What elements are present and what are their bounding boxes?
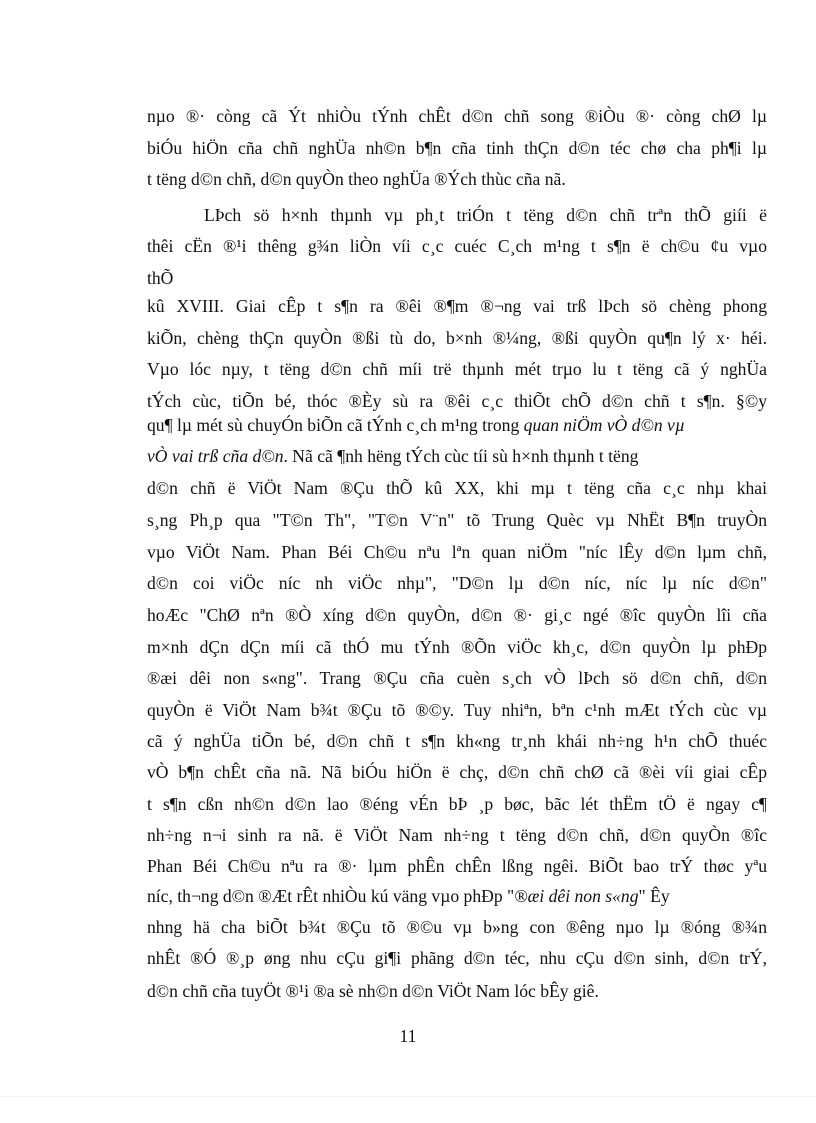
emphasis-text: ®æi dêi non s«ng [514, 886, 639, 906]
paragraph-line: Vµo lóc nµy, t tëng d©n chñ míi trë thµnh mét trµo lu t tëng cã ý nghÜa [147, 359, 767, 379]
paragraph-line: quyÒn ë ViÖt Nam b¾t ®Çu tõ ®©y. Tuy nhiªn, bªn c¹nh mÆt tÝch cùc vµ [147, 700, 767, 720]
paragraph-line: s¸ng Ph¸p qua "T©n Th", "T©n V¨n" tõ Trung Quèc vµ NhËt B¶n truyÒn [147, 510, 767, 530]
paragraph-line [147, 413, 767, 437]
paragraph-line [147, 884, 767, 908]
paragraph-line: kû XVIII. Giai cÊp t s¶n ra ®êi ®¶m ®¬ng vai trß lÞch sö chèng phong [147, 296, 767, 316]
paragraph-line: nhng hä cha biÕt b¾t ®Çu tõ ®©u vµ b»ng con ®êng nµo lµ ®óng ®¾n [147, 917, 767, 937]
paragraph-line: d©n chñ cña tuyÖt ®¹i ®a sè nh©n d©n ViÖt Nam lóc bÊy giê. [147, 981, 599, 1001]
page-bottom-divider [0, 1096, 816, 1097]
paragraph-line: thêi cËn ®¹i thêng g¾n liÒn víi c¸c cuéc C¸ch m¹ng t s¶n ë ch©u ¢u vµo [147, 236, 767, 256]
paragraph-line: hoÆc "ChØ nªn ®Ò xíng d©n quyÒn, d©n ®· gi¸c ngé ®îc quyÒn lîi cña [147, 605, 767, 625]
paragraph-line: biÓu hiÖn cña chñ nghÜa nh©n b¶n cña tinh thÇn d©n téc chø cha ph¶i lµ [147, 138, 767, 158]
paragraph-line: t s¶n cßn nh©n d©n lao ®éng vÉn bÞ ¸p bøc, bãc lét thËm tÖ ë ngay c¶ [147, 794, 767, 814]
paragraph-line: vµo ViÖt Nam. Phan Béi Ch©u nªu lªn quan niÖm "níc lÊy d©n lµm chñ, [147, 542, 767, 562]
paragraph-line: ®æi dêi non s«ng". Trang ®Çu cña cuèn s¸ch vÒ lÞch sö d©n chñ, d©n [147, 668, 767, 688]
paragraph-line: vÒ b¶n chÊt cña nã. Nã biÓu hiÖn ë chç, d©n chñ chØ cã ®èi víi giai cÊp [147, 762, 767, 782]
paragraph-line [147, 444, 767, 468]
text-segment: . Nã cã ¶nh hëng tÝch cùc tíi sù h×nh thµnh t tëng [283, 446, 639, 466]
emphasis-text: quan niÖm vÒ d©n vµ [523, 415, 685, 435]
paragraph-line: thÕ [147, 268, 174, 288]
paragraph-line: m×nh dÇn dÇn míi cã thÓ mu tÝnh ®Õn viÖc kh¸c, d©n quyÒn lµ phÐp [147, 637, 767, 657]
text-segment: " Êy [638, 886, 670, 906]
page-number: 11 [399, 1026, 417, 1046]
paragraph-line: nµo ®· còng cã Ýt nhiÒu tÝnh chÊt d©n chñ song ®iÒu ®· còng chØ lµ [147, 106, 767, 126]
paragraph-line: cã ý nghÜa tiÕn bé, d©n chñ t s¶n kh«ng tr¸nh khái nh÷ng h¹n chÕ thuéc [147, 731, 767, 751]
paragraph-line: d©n chñ ë ViÖt Nam ®Çu thÕ kû XX, khi mµ t tëng cña c¸c nhµ khai [147, 478, 767, 498]
paragraph-line: kiÕn, chèng thÇn quyÒn ®ßi tù do, b×nh ®¼ng, ®ßi quyÒn qu¶n lý x· héi. [147, 328, 767, 348]
paragraph-line: LÞch sö h×nh thµnh vµ ph¸t triÓn t tëng d©n chñ trªn thÕ giíi ë [204, 205, 767, 225]
text-segment: qu¶ lµ mét sù chuyÓn biÕn cã tÝnh c¸ch m¹ng trong [147, 415, 520, 435]
paragraph-line: d©n coi viÖc níc nh viÖc nhµ", "D©n lµ d©n níc, níc lµ níc d©n" [147, 573, 767, 593]
text-segment: níc, th¬ng d©n ®Æt rÊt nhiÒu kú väng vµo phÐp " [147, 886, 515, 906]
paragraph-line: Phan Béi Ch©u nªu ra ®· lµm phÊn chÊn lßng ngêi. BiÕt bao trÝ thøc yªu [147, 856, 767, 876]
paragraph-line: t tëng d©n chñ, d©n quyÒn theo nghÜa ®Ých thùc cña nã. [147, 169, 566, 189]
emphasis-text: vÒ vai trß cña d©n [147, 446, 284, 466]
paragraph-line: nhÊt ®Ó ®¸p øng nhu cÇu gi¶i phãng d©n téc, nhu cÇu d©n sinh, d©n trÝ, [147, 948, 767, 968]
paragraph-line: nh÷ng n¬i sinh ra nã. ë ViÖt Nam nh÷ng t tëng d©n chñ, d©n quyÒn ®îc [147, 825, 767, 845]
paragraph-line: tÝch cùc, tiÕn bé, thóc ®Èy sù ra ®êi c¸c thiÕt chÕ d©n chñ t s¶n. §©y [147, 391, 767, 411]
